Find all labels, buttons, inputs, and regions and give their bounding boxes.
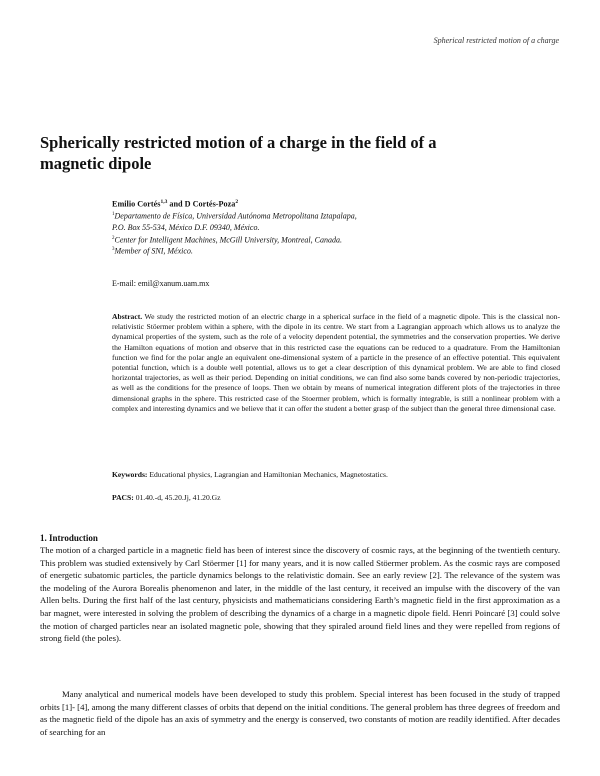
pacs-label: PACS: — [112, 493, 134, 502]
author-name: D Cortés-Poza — [184, 199, 236, 209]
author-list — [112, 199, 238, 209]
keywords-label: Keywords: — [112, 470, 148, 479]
running-header: Spherical restricted motion of a charge — [433, 36, 559, 45]
keywords-text: Educational physics, Lagrangian and Hamiltonian Mechanics, Magnetostatics. — [149, 470, 388, 479]
affiliation-line: P.O. Box 55-534, México D.F. 09340, México. — [112, 222, 260, 232]
abstract-label: Abstract. — [112, 312, 143, 321]
pacs-codes — [112, 493, 221, 502]
affiliation-marker: 2 — [112, 236, 115, 241]
author-affiliation-marker: 2 — [235, 199, 239, 205]
paper-title: Spherically restricted motion of a charge in the field of a magnetic dipole — [40, 133, 437, 173]
author-connector: and — [167, 199, 185, 209]
contact-email: E-mail: emil@xanum.uam.mx — [112, 279, 210, 288]
affiliation-1 — [112, 209, 357, 233]
affiliation-line: Center for Intelligent Machines, McGill University, Montreal, Canada. — [114, 235, 342, 245]
pacs-text: 01.40.-d, 45.20.Jj, 41.20.Gz — [135, 493, 221, 502]
body-paragraph: Many analytical and numerical models have been developed to study this problem. Special interest has been focused in the study of trapped orbits [1]- [4], among the many different classes of orbits that depend on the initial conditions. The general problem has three degrees of freedom and as the magnetic field of the dipole has an axis of symmetry and the energy is conserved, two constants of motion are readily identified. After decades of searching for an — [40, 689, 560, 737]
abstract — [112, 312, 560, 414]
affiliation-line: Departamento de Física, Universidad Autónoma Metropolitana Iztapalapa, — [114, 211, 357, 221]
affiliation-marker: 1 — [112, 212, 115, 217]
affiliation-3 — [112, 244, 193, 257]
affiliation-marker: 3 — [112, 247, 115, 252]
author-affiliation-marker: 1,3 — [160, 199, 168, 205]
affiliation-line: Member of SNI, México. — [114, 246, 193, 256]
section-heading: 1. Introduction — [40, 533, 98, 543]
keywords — [112, 470, 560, 479]
body-paragraph: The motion of a charged particle in a magnetic field has been of interest since the discovery of cosmic rays, at the beginning of the twentieth century. This problem was studied extensively by Carl Stöermer [1] for many years, and it is now called Stöermer problem. As the cosmic rays are composed of energetic subatomic particles, the particle dynamics belongs to the relativistic domain. See an early review [2]. The relevance of the system was the modeling of the Aurora Borealis phenomenon and later, in the middle of the last century, it received an impulse with the discovery of the van Allen belts. During the first half of the last century, physicists and mathematicians considering Earth’s magnetic field in the first approximation as a bar magnet, were interested in solving the problem of describing the dynamics of a charge in a magnetic dipole field. Henri Poincaré [3] could solve the motion of charged particles near an isolated magnetic pole, showing that they spiraled around field lines and they were repelled from regions of strong field (the poles). — [40, 545, 560, 644]
abstract-text: We study the restricted motion of an electric charge in a spherical surface in the field of a magnetic dipole. This is the classical non-relativistic Stöermer problem within a sphere, with the dipole in its centre. We start from a Lagrangian approach which allows us to analyze the dynamical properties of the system, such as the role of a velocity dependent potential, the symmetries and the conservation properties. We derive the Hamilton equations of motion and observe that in this restricted case the equations can be reduced to a quadrature. From the Hamiltonian function we find for the polar angle an equivalent one-dimensional system of a particle in the presence of an effective potential. This equivalent potential function, which is a double well potential, allows us to get a clear description of this dynamical problem. We are able to find closed horizontal trajectories, as well as their period. Depending on initial conditions, we can find also some bands covered by non-periodic trajectories, as well as the conditions for the presence of loops. Then we obtain by means of numerical integration different plots of the trajectories in three dimensional graphs in the sphere. This restricted case of the Stoermer problem, which is formally integrable, is still a nonlinear problem with a complex and interesting dynamics and we believe that it can offer the student a better grasp of the subject than the general three dimensional case. — [112, 312, 560, 413]
author-name: Emilio Cortés — [112, 199, 161, 209]
